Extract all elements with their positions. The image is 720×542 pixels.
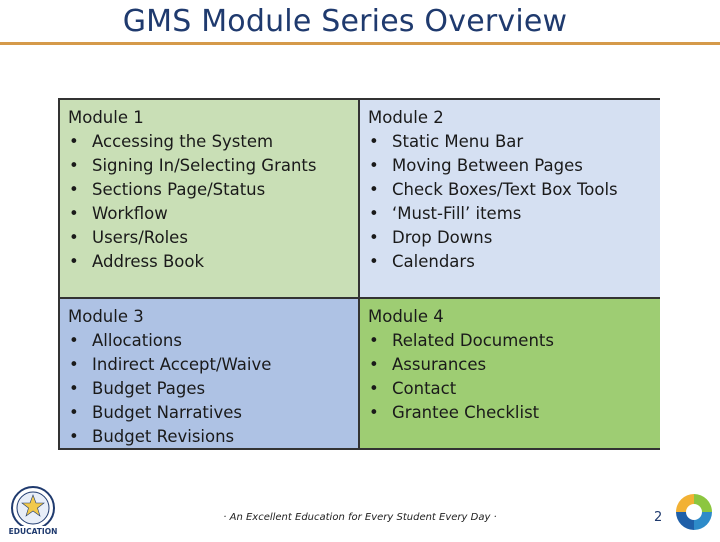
- slide-title: GMS Module Series Overview: [122, 4, 568, 39]
- module-heading: Module 2: [368, 108, 444, 127]
- list-item: • Grantee Checklist: [368, 401, 652, 425]
- list-item: • Budget Pages: [68, 377, 350, 401]
- list-item: • Accessing the System: [68, 130, 350, 154]
- list-item: • Calendars: [368, 250, 652, 274]
- module-1-panel: [60, 100, 360, 299]
- list-item: • Allocations: [68, 329, 350, 353]
- list-item: • ‘Must-Fill’ items: [368, 202, 652, 226]
- list-item: • Budget Revisions: [68, 425, 350, 449]
- module-2-panel: [360, 100, 660, 299]
- module-heading: Module 3: [68, 307, 144, 326]
- list-item: • Sections Page/Status: [68, 178, 350, 202]
- footer-tagline: · An Excellent Education for Every Student Every Day ·: [223, 512, 497, 523]
- list-item: • Budget Narratives: [68, 401, 350, 425]
- list-item: • Users/Roles: [68, 226, 350, 250]
- module-heading: Module 1: [68, 108, 144, 127]
- list-item: • Drop Downs: [368, 226, 652, 250]
- module-grid: [58, 98, 660, 450]
- module-heading: Module 4: [368, 307, 444, 326]
- module-list: [368, 130, 652, 274]
- module-list: [68, 329, 350, 449]
- list-item: • Workflow: [68, 202, 350, 226]
- list-item: • Moving Between Pages: [368, 154, 652, 178]
- page-number: 2: [654, 510, 663, 525]
- list-item: • Indirect Accept/Waive: [68, 353, 350, 377]
- list-item: • Check Boxes/Text Box Tools: [368, 178, 652, 202]
- module-list: [368, 329, 652, 425]
- list-item: • Address Book: [68, 250, 350, 274]
- module-4-panel: [360, 299, 660, 448]
- module-list: [68, 130, 350, 274]
- list-item: • Static Menu Bar: [368, 130, 652, 154]
- education-seal-icon: [6, 484, 60, 538]
- ring-swirl-logo-icon: [670, 488, 718, 536]
- list-item: • Related Documents: [368, 329, 652, 353]
- list-item: • Assurances: [368, 353, 652, 377]
- list-item: • Contact: [368, 377, 652, 401]
- title-divider: [0, 42, 720, 45]
- list-item: • Signing In/Selecting Grants: [68, 154, 350, 178]
- svg-text:EDUCATION: EDUCATION: [8, 527, 58, 536]
- module-3-panel: [60, 299, 360, 448]
